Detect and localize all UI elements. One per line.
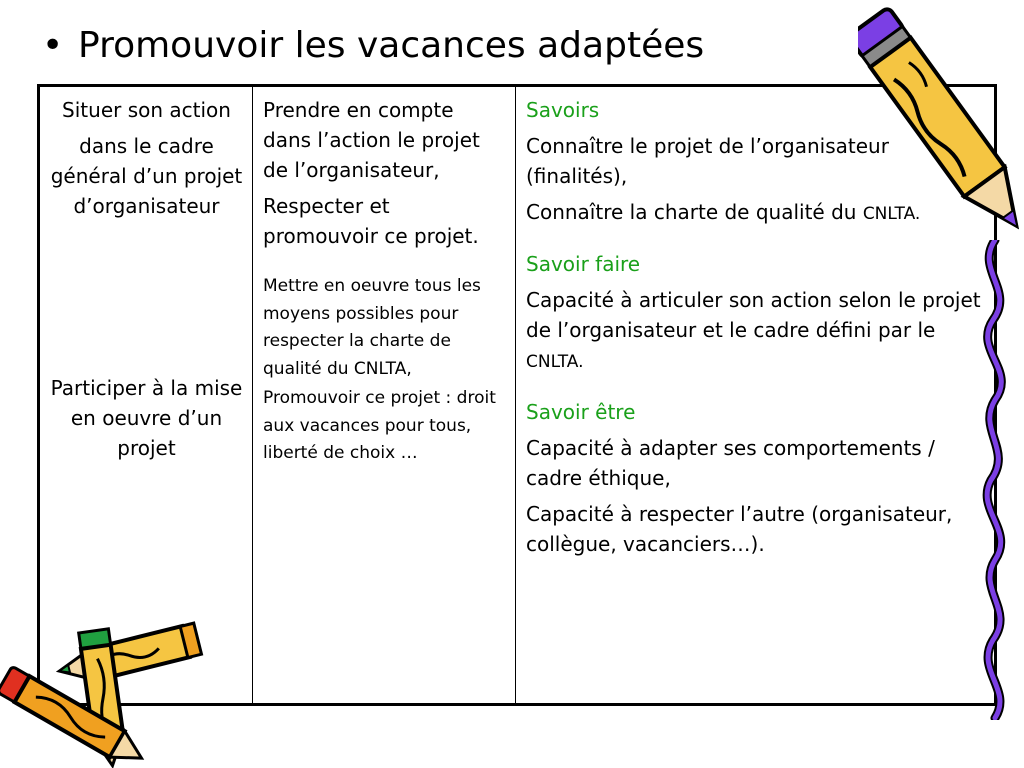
savoirs-heading: Savoirs: [526, 98, 600, 122]
pencil-clipart-icon: [858, 0, 1024, 245]
competence-table: [37, 84, 997, 706]
savoirs-item-2-acronym: CNLTA.: [862, 204, 921, 224]
objective-text-1: Situer son action: [62, 98, 231, 122]
savoirs-item-2-text: Connaître la charte de qualité du: [526, 200, 863, 224]
title-bullet: •: [42, 25, 64, 66]
savoir-etre-item-2: Capacité à respecter l’autre (organisateur, collègue, vacanciers…).: [526, 502, 953, 556]
savoir-faire-heading: Savoir faire: [526, 252, 641, 276]
savoirs-item-1: Connaître le projet de l’organisateur (finalités),: [526, 134, 889, 188]
savoir-faire-item-1-acronym: CNLTA.: [526, 352, 584, 372]
squiggle-line-icon: [955, 240, 1024, 720]
action-text-4: Promouvoir ce projet : droit aux vacances pour tous, liberté de choix …: [263, 388, 496, 463]
savoir-faire-item-1-text: Capacité à articuler son action selon le projet de l’organisateur et le cadre défini par le: [526, 288, 981, 342]
action-text-1: Prendre en compte dans l’action le projet de l’organisateur,: [263, 98, 480, 182]
table-row: [39, 86, 996, 705]
objective-text-3: Participer à la mise en oeuvre d’un projet: [50, 376, 243, 460]
pencils-clipart-icon: [0, 618, 210, 768]
slide-title: [42, 24, 704, 68]
savoir-etre-item-1: Capacité à adapter ses comportements / cadre éthique,: [526, 436, 935, 490]
title-text: Promouvoir les vacances adaptées: [78, 25, 705, 66]
action-text-2: Respecter et promouvoir ce projet.: [263, 194, 479, 248]
cell-objectives: [39, 86, 253, 705]
savoir-etre-heading: Savoir être: [526, 400, 636, 424]
objective-text-2: dans le cadre général d’un projet d’organisateur: [50, 134, 243, 218]
cell-actions: [253, 86, 516, 705]
action-text-3: Mettre en oeuvre tous les moyens possibles pour respecter la charte de qualité du CNLTA,: [263, 276, 481, 379]
savoir-faire-item-1: [526, 285, 985, 377]
